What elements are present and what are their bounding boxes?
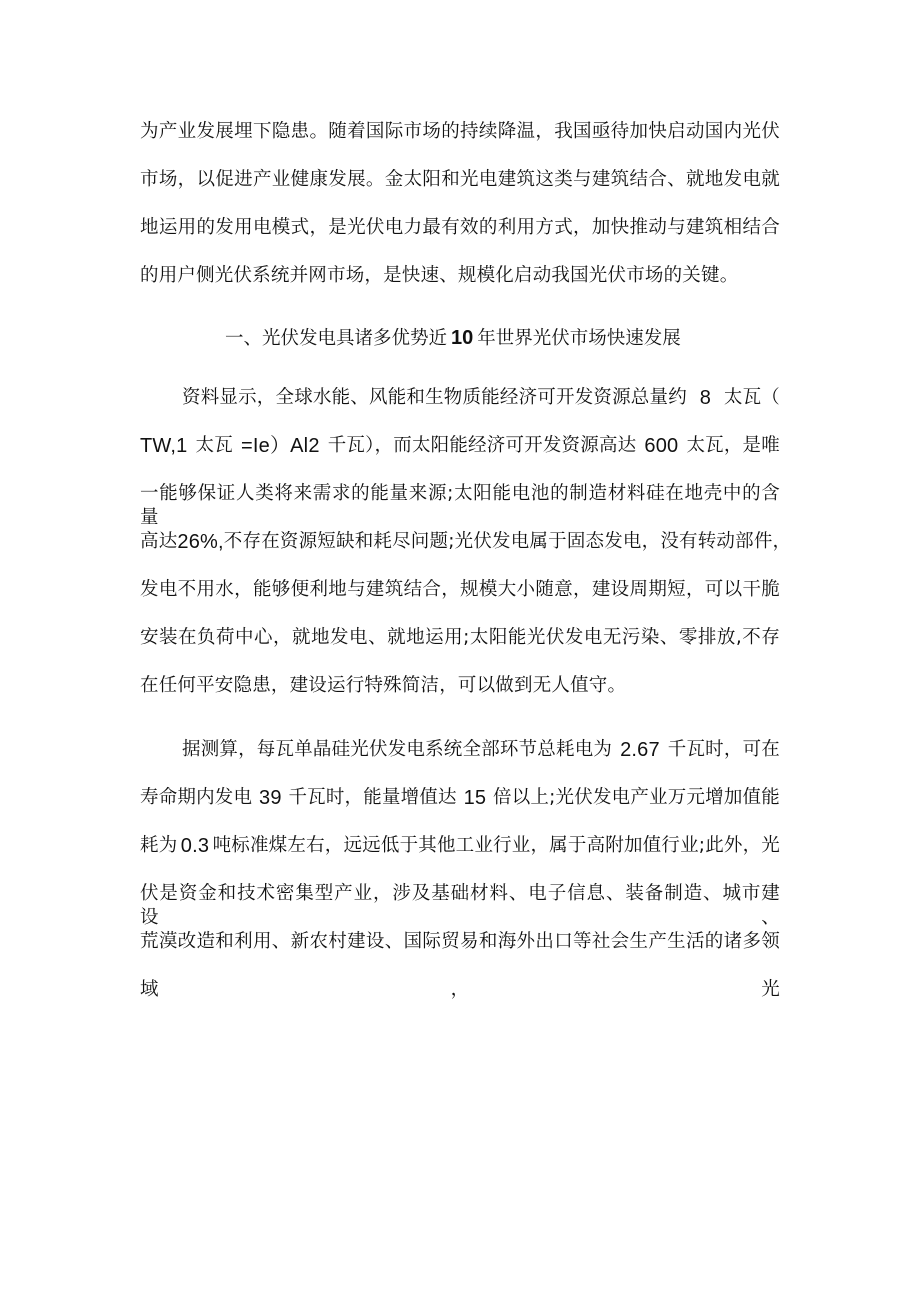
paragraph-2-line-4 (140, 530, 792, 554)
p2-l4-n: 26%, (177, 531, 224, 553)
p3-l2-a: 寿命期内发电 (140, 787, 253, 808)
p3-l2-n2: 15 (463, 787, 487, 809)
p2-l4-b: 不存在资源短缺和耗尽问题;光伏发电属于固态发电，没有转动部件， (223, 531, 792, 552)
paragraph-3-line-1 (182, 738, 780, 762)
p3-l2-n1: 39 (259, 787, 282, 809)
paragraph-2-line-1 (182, 386, 780, 410)
p3-l1-a: 据测算，每瓦单晶硅光伏发电系统全部环节总耗电为 (182, 739, 613, 760)
paragraph-3-line-4: 伏是资金和技术密集型产业，涉及基础材料、电子信息、装备制造、城市建设、 (140, 883, 780, 928)
p3-l6-b: ， (450, 979, 470, 1000)
paragraph-2-line-7: 在任何平安隐患，建设运行特殊简洁，可以做到无人值守。 (140, 675, 627, 696)
paragraph-1-line-4: 的用户侧光伏系统并网市场，是快速、规模化启动我国光伏市场的关键。 (140, 265, 739, 286)
p3-l1-n: 2.67 (620, 739, 660, 761)
p2-l4-a: 高达 (140, 531, 178, 552)
p2-l2-a: 太瓦 (195, 435, 233, 456)
paragraph-3-line-3 (140, 834, 780, 858)
paragraph-1-line-2: 市场，以促进产业健康发展。金太阳和光电建筑这类与建筑结合、就地发电就 (140, 169, 780, 190)
paragraph-2-line-2 (140, 434, 780, 458)
p2-l2-n1: TW,1 (140, 435, 188, 457)
paragraph-3-line-2 (140, 786, 780, 810)
p3-l2-c: 倍以上;光伏发电产业万元增加值能 (493, 787, 780, 808)
heading-prefix: 一、光伏发电具诸多优势近 (225, 328, 448, 349)
p2-l1-n: 8 (699, 387, 712, 409)
p2-l1-b: 太瓦（ (723, 387, 780, 408)
p3-l3-a: 耗为 (140, 835, 178, 856)
p3-l3-b: 吨标准煤左右，远远低于其他工业行业，属于高附加值行业;此外，光 (212, 835, 780, 856)
paragraph-3-line-6 (140, 978, 780, 1002)
section-heading (225, 326, 681, 351)
p2-l2-n3: 600 (644, 435, 679, 457)
p2-l2-c: 太瓦，是唯 (686, 435, 780, 456)
p3-l6-a: 域 (140, 979, 159, 1000)
p2-l2-b: 千瓦），而太阳能经济可开发资源高达 (327, 435, 637, 456)
p2-l1-a: 资料显示，全球水能、风能和生物质能经济可开发资源总量约 (182, 387, 687, 408)
p3-l1-b: 千瓦时，可在 (667, 739, 780, 760)
heading-suffix: 年世界光伏市场快速发展 (477, 328, 681, 349)
paragraph-2-line-3: 一能够保证人类将来需求的能量来源;太阳能电池的制造材料硅在地壳中的含量 (140, 483, 780, 528)
heading-number: 10 (451, 327, 474, 349)
paragraph-2-line-5: 发电不用水，能够便利地与建筑结合，规模大小随意，建设周期短，可以干脆 (140, 579, 780, 600)
p3-l3-n: 0.3 (180, 835, 210, 857)
paragraph-1-line-1: 为产业发展埋下隐患。随着国际市场的持续降温，我国亟待加快启动国内光伏 (140, 121, 780, 142)
p3-l6-c: 光 (761, 979, 780, 1000)
paragraph-2-line-6: 安装在负荷中心，就地发电、就地运用;太阳能光伏发电无污染、零排放,不存 (140, 627, 780, 648)
paragraph-3-line-5: 荒漠改造和利用、新农村建设、国际贸易和海外出口等社会生产生活的诸多领 (140, 931, 780, 952)
p2-l2-n2: =Ie）Al2 (240, 435, 320, 457)
p3-l2-b: 千瓦时，能量增值达 (288, 787, 457, 808)
paragraph-1-line-3: 地运用的发用电模式，是光伏电力最有效的利用方式，加快推动与建筑相结合 (140, 217, 780, 238)
